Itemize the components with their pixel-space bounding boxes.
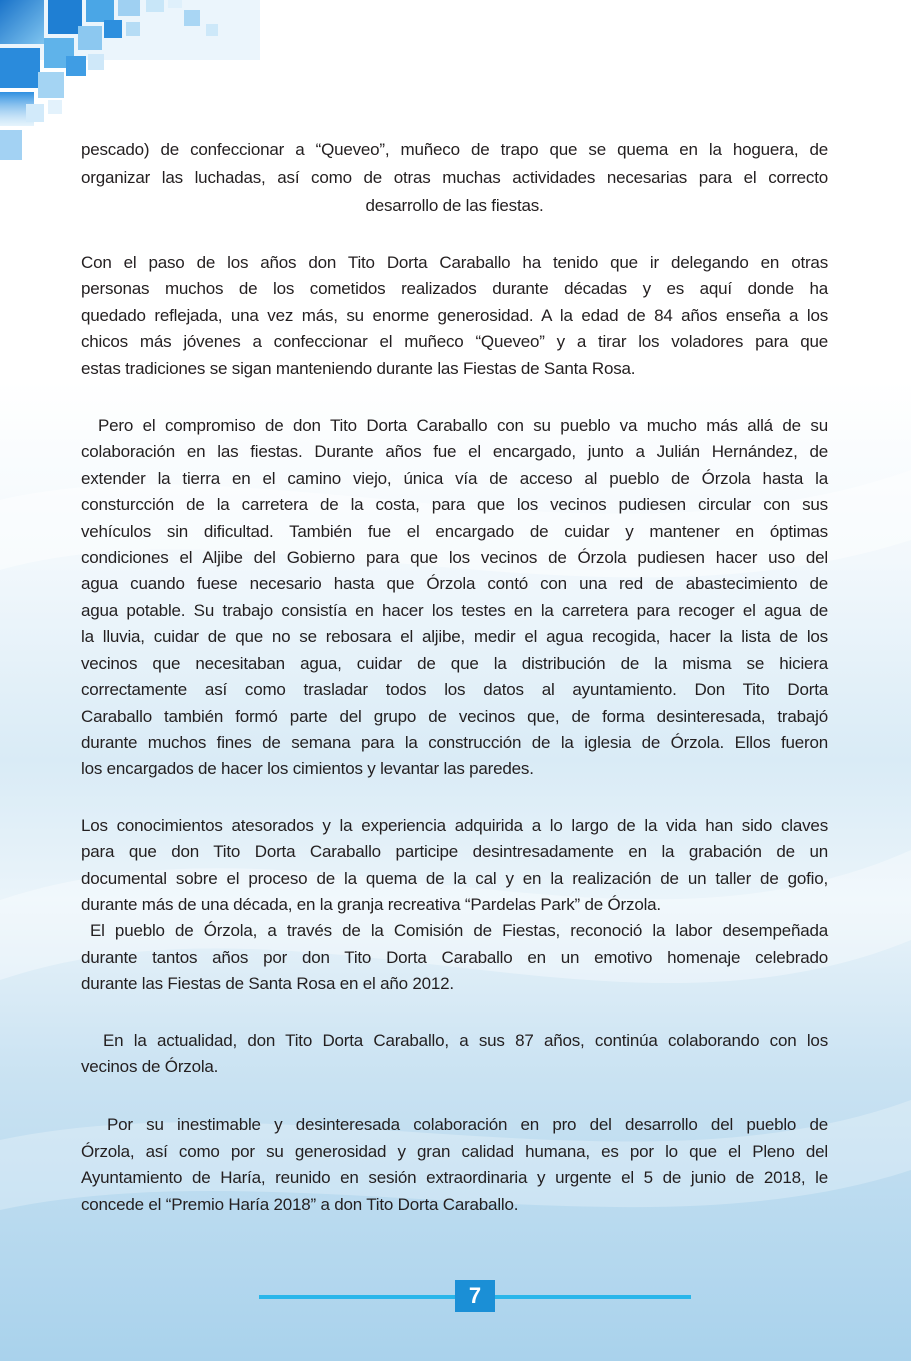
text-line: desarrollo de las fiestas. <box>365 196 544 215</box>
text-line: durante más de una década, en la granja recreativa “Pardelas Park” de Órzola. <box>81 894 661 914</box>
text-line: organizar las luchadas, así como de otras muchas actividades necesarias para el correcto <box>81 168 828 187</box>
paragraph-2 <box>81 250 828 382</box>
text-line: Caraballo también formó parte del grupo de vecinos que, de forma desinteresada, trabajó <box>81 706 828 726</box>
text-line: Pero el compromiso de don Tito Dorta Caraballo con su pueblo va mucho más allá de su <box>98 416 828 436</box>
text-line: consturcción de la carretera de la costa, para que los vecinos pudiesen circular con sus <box>81 495 828 515</box>
text-line: estas tradiciones se sigan manteniendo durante las Fiestas de Santa Rosa. <box>81 358 636 378</box>
page-footer <box>0 1280 911 1312</box>
footer-divider-right <box>495 1295 691 1299</box>
text-line: El pueblo de Órzola, a través de la Comisión de Fiestas, reconoció la labor desempeñada <box>90 921 828 941</box>
text-line: Los conocimientos atesorados y la experiencia adquirida a lo largo de la vida han sido claves <box>81 815 828 835</box>
text-line: documental sobre el proceso de la quema de la cal y en la realización de un taller de gofio, <box>81 868 828 888</box>
text-line: Ayuntamiento de Haría, reunido en sesión extraordinaria y urgente el 5 de junio de 2018, le <box>81 1168 828 1188</box>
text-line: la lluvia, cuidar de que no se rebosara el aljibe, medir el agua recogida, hacer la lista de los <box>81 627 828 647</box>
paragraph-6 <box>81 1028 828 1081</box>
text-line: concede el “Premio Haría 2018” a don Tito Dorta Caraballo. <box>81 1194 519 1214</box>
text-line: chicos más jóvenes a confeccionar el muñeco “Queveo” y a tirar los voladores para que <box>81 332 828 352</box>
text-line: personas muchos de los cometidos realizados durante décadas y es aquí donde ha <box>81 279 828 299</box>
text-line: quedado reflejada, una vez más, su enorme generosidad. A la edad de 84 años enseña a los <box>81 305 828 325</box>
text-line: agua cuando fuese necesario hasta que Órzola contó con una red de abastecimiento de <box>81 574 828 594</box>
text-line: agua potable. Su trabajo consistía en hacer los testes en la carretera para recoger el agua de <box>81 600 828 620</box>
text-line: En la actualidad, don Tito Dorta Caraballo, a sus 87 años, continúa colaborando con los <box>103 1030 828 1050</box>
text-line: extender la tierra en el camino viejo, única vía de acceso al pueblo de Órzola hasta la <box>81 468 828 488</box>
paragraph-7 <box>81 1112 828 1218</box>
text-line: vecinos que necesitaban agua, cuidar de que la distribución de la misma se hiciera <box>81 653 828 673</box>
text-line: durante tantos años por don Tito Dorta Caraballo en un emotivo homenaje celebrado <box>81 947 828 967</box>
text-line: Órzola, así como por su generosidad y gran calidad humana, es por lo que el Pleno del <box>81 1141 828 1161</box>
text-line: durante las Fiestas de Santa Rosa en el año 2012. <box>81 974 454 994</box>
footer-divider-left <box>259 1295 455 1299</box>
text-line: Por su inestimable y desinteresada colaboración en pro del desarrollo del pueblo de <box>107 1115 828 1135</box>
text-line: vehículos sin dificultad. También fue el encargado de cuidar y mantener en óptimas <box>81 521 828 541</box>
paragraph-5 <box>81 918 828 997</box>
text-line: vecinos de Órzola. <box>81 1056 219 1076</box>
text-line: colaboración en las fiestas. Durante años fue el encargado, junto a Julián Hernández, de <box>81 442 828 462</box>
text-line: condiciones el Aljibe del Gobierno para que los vecinos de Órzola pudiesen hacer uso del <box>81 548 828 568</box>
text-line: durante muchos fines de semana para la construcción de la iglesia de Órzola. Ellos fueron <box>81 732 828 752</box>
text-line: correctamente así como trasladar todos los datos al ayuntamiento. Don Tito Dorta <box>81 680 828 700</box>
text-line: para que don Tito Dorta Caraballo participe desintresadamente en la grabación de un <box>81 842 828 862</box>
paragraph-4 <box>81 813 828 919</box>
text-line: pescado) de confeccionar a “Queveo”, muñeco de trapo que se quema en la hoguera, de <box>81 140 828 159</box>
page-number: 7 <box>455 1280 495 1312</box>
article-body <box>81 136 828 1218</box>
text-line: Con el paso de los años don Tito Dorta Caraballo ha tenido que ir delegando en otras <box>81 253 828 272</box>
paragraph-3 <box>81 413 828 783</box>
text-line: los encargados de hacer los cimientos y levantar las paredes. <box>81 759 534 779</box>
paragraph-1 <box>81 136 828 220</box>
